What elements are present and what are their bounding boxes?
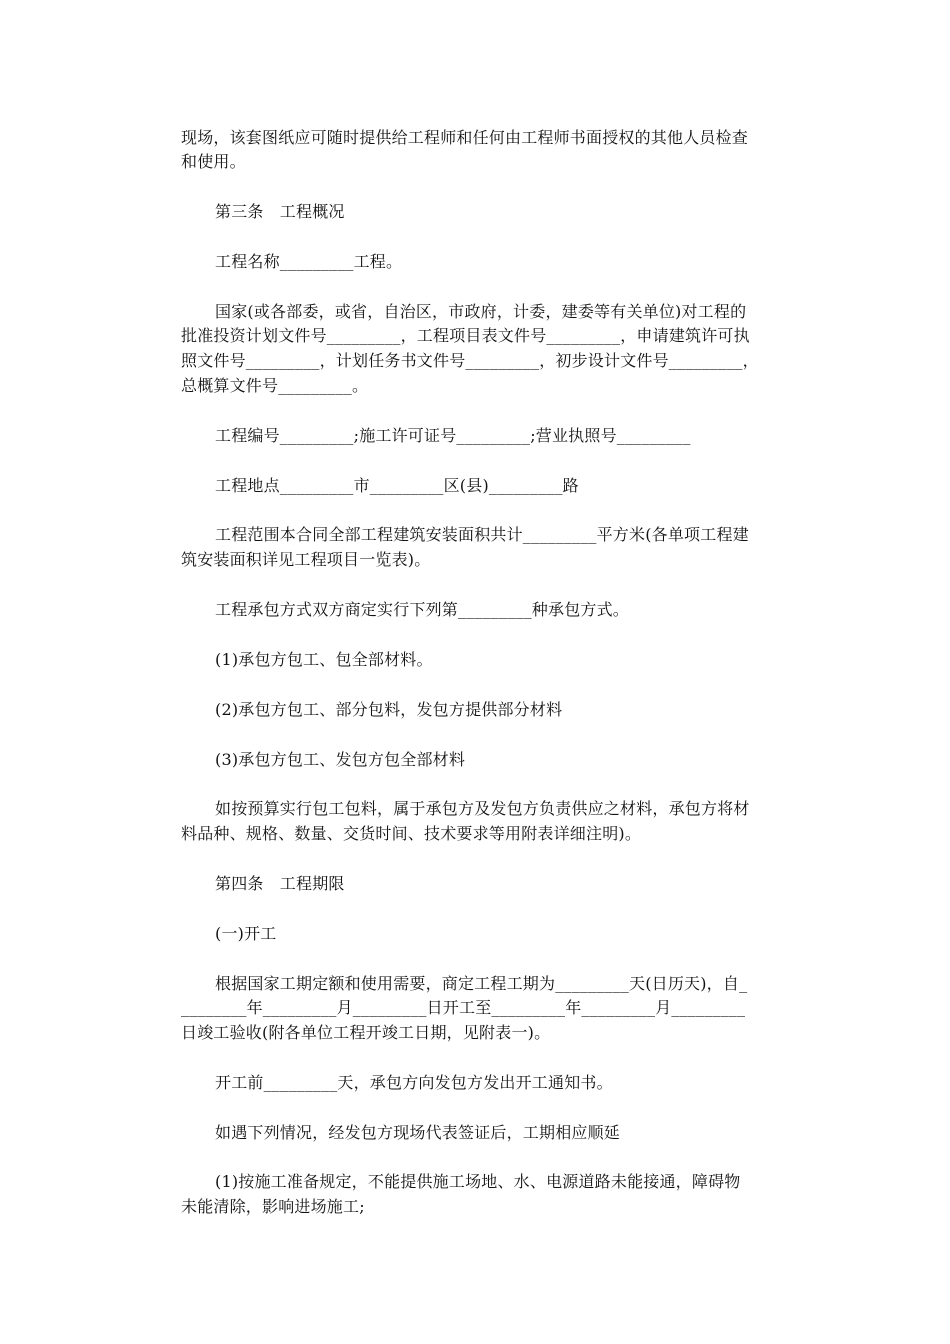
section-heading: (一)开工 (215, 924, 277, 943)
paragraph-line: 如遇下列情况，经发包方现场代表签证后，工期相应顺延 (215, 1123, 621, 1142)
paragraph-line: 工程地点_________市_________区(县)_________路 (215, 476, 579, 495)
paragraph-line: 如按预算实行包工包料，属于承包方及发包方负责供应之材料，承包方将材 (215, 799, 750, 818)
paragraph-line: 日竣工验收(附各单位工程开竣工日期，见附表一)。 (181, 1023, 551, 1042)
paragraph-line: 照文件号_________，计划任务书文件号_________，初步设计文件号_________， (181, 351, 759, 370)
paragraph-line: 未能清除，影响进场施工; (181, 1197, 365, 1216)
paragraph-line: 根据国家工期定额和使用需要，商定工程工期为_________天(日历天)，自_ (215, 974, 748, 993)
paragraph-line: ________年_________月_________日开工至_________年_________月_________ (181, 998, 746, 1017)
paragraph-line: 工程名称_________工程。 (215, 252, 403, 271)
list-item: (1)按施工准备规定，不能提供施工场地、水、电源道路未能接通，障碍物 (215, 1172, 741, 1191)
article-heading: 第四条 工程期限 (215, 874, 345, 893)
paragraph-line: 料品种、规格、数量、交货时间、技术要求等用附表详细注明)。 (181, 824, 642, 843)
paragraph-line: 国家(或各部委，或省，自治区，市政府，计委，建委等有关单位)对工程的 (215, 302, 747, 321)
list-item: (2)承包方包工、部分包料，发包方提供部分材料 (215, 700, 563, 719)
article-heading: 第三条 工程概况 (215, 202, 345, 221)
paragraph-line: 工程范围本合同全部工程建筑安装面积共计_________平方米(各单项工程建 (215, 525, 749, 544)
paragraph-line: 总概算文件号_________。 (181, 376, 369, 395)
paragraph-line: 筑安装面积详见工程项目一览表)。 (181, 550, 431, 569)
paragraph-line: 开工前_________天，承包方向发包方发出开工通知书。 (215, 1073, 613, 1092)
paragraph-line: 和使用。 (181, 152, 246, 171)
paragraph-line: 现场，该套图纸应可随时提供给工程师和任何由工程师书面授权的其他人员检查 (181, 128, 749, 147)
list-item: (3)承包方包工、发包方包全部材料 (215, 750, 466, 769)
paragraph-line: 工程承包方式双方商定实行下列第_________种承包方式。 (215, 600, 630, 619)
list-item: (1)承包方包工、包全部材料。 (215, 650, 433, 669)
paragraph-line: 批准投资计划文件号_________，工程项目表文件号_________，申请建筑许可执 (181, 326, 750, 345)
paragraph-line: 工程编号_________;施工许可证号_________;营业执照号_________ (215, 426, 691, 445)
